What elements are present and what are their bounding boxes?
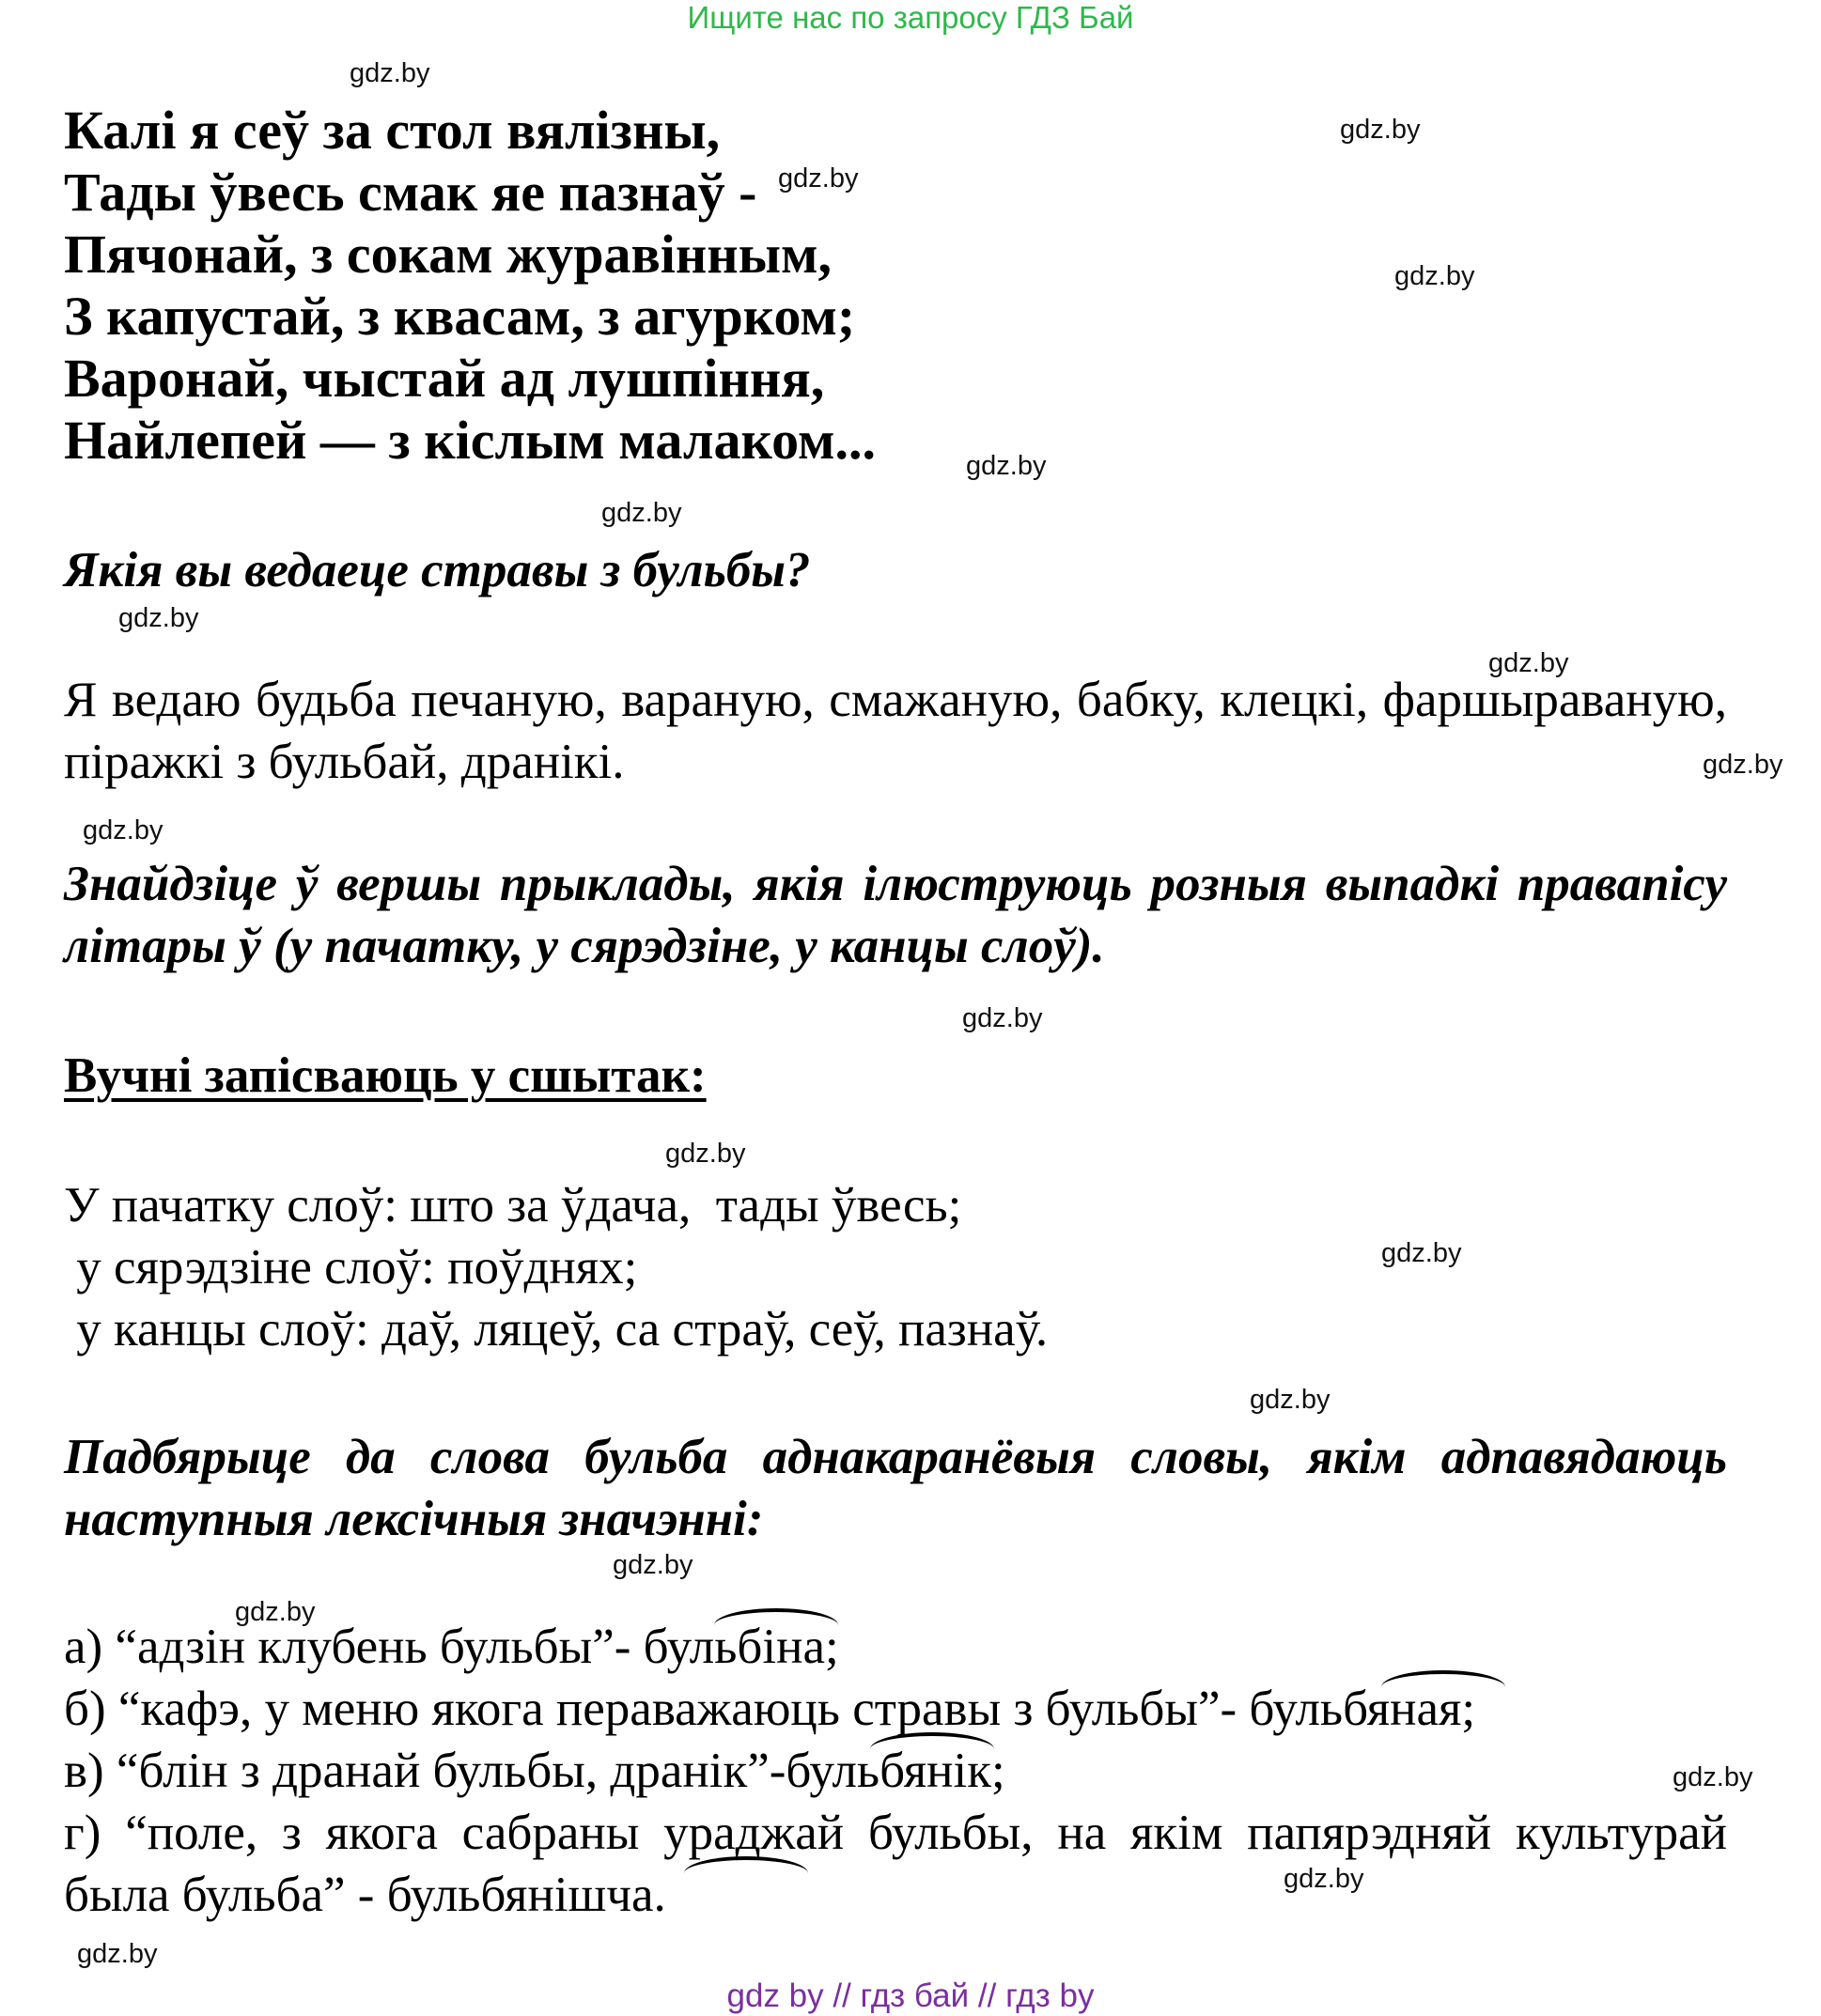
watermark: gdz.by (1703, 750, 1783, 780)
watermark: gdz.by (235, 1597, 316, 1627)
question-letter-u: Знайдзіце ў вершы прыклады, якія ілюструюць розныя выпадкі правапісу літары ў (у пачатку, у сярэдзіне, у канцы слоў). (64, 857, 1727, 973)
item-b: б) “кафэ, у меню якога пераважаюць стравы з бульбы”- бульбяная; (64, 1682, 1476, 1736)
poem-line-6: Найлепей — з кіслым малаком... (64, 410, 877, 471)
poem-line-5: Варонай, чыстай ад лушпіння, (64, 348, 825, 409)
watermark: gdz.by (1250, 1385, 1331, 1415)
watermark: gdz.by (83, 815, 163, 845)
item-v: в) “блін з дранай бульбы, дранік”-бульбянік; (64, 1744, 1005, 1798)
watermark: gdz.by (1381, 1238, 1462, 1268)
watermark: gdz.by (1340, 115, 1421, 145)
watermark: gdz.by (966, 451, 1047, 481)
note-middle: у сярэдзіне слоў: поўднях; (64, 1240, 638, 1295)
watermark: gdz.by (1284, 1864, 1364, 1894)
watermark: gdz.by (962, 1003, 1043, 1033)
watermark: gdz.by (77, 1939, 158, 1969)
note-end: у канцы слоў: даў, ляцеў, са страў, сеў, пазнаў. (64, 1302, 1049, 1357)
note-beginning: У пачатку слоў: што за ўдача, тады ўвесь; (64, 1178, 962, 1233)
watermark: gdz.by (601, 498, 682, 528)
poem-line-3: Пячонай, з сокам журавінным, (64, 224, 833, 285)
question-cognates: Падбярыце да слова бульба аднакаранёвыя словы, якім адпавядаюць наступныя лексічныя значэнні: (64, 1430, 1727, 1546)
root-arc-a (714, 1608, 838, 1625)
watermark: gdz.by (1394, 261, 1475, 291)
top-banner[interactable]: Ищите нас по запросу ГДЗ Бай (687, 0, 1134, 35)
watermark: gdz.by (118, 603, 199, 633)
watermark: gdz.by (778, 163, 859, 194)
watermark: gdz.by (1488, 648, 1569, 678)
root-arc-b (1381, 1670, 1505, 1687)
item-g: г) “поле, з якога сабраны ураджай бульбы, на якім папярэдняй культурай была бульба” - бульбянішча. (64, 1806, 1727, 1922)
footer-links[interactable]: gdz by // гдз бай // гдз by (726, 1977, 1095, 2014)
question-potato-dishes: Якія вы ведаеце стравы з бульбы? (64, 543, 811, 597)
watermark: gdz.by (1673, 1762, 1753, 1792)
poem-line-4: З капустай, з квасам, з агурком; (64, 286, 856, 347)
poem-line-2: Тады ўвесь смак яе пазнаў - (64, 162, 757, 223)
watermark: gdz.by (350, 58, 430, 88)
watermark: gdz.by (665, 1139, 746, 1169)
item-a: а) “адзін клубень бульбы”- бульбіна; (64, 1620, 839, 1674)
notebook-heading: Вучні запісваюць у сшытак: (64, 1048, 707, 1103)
answer-potato-dishes: Я ведаю будьба печаную, вараную, смажаную, бабку, клецкі, фаршыраваную, піражкі з бульбай, дранікі. (64, 673, 1727, 789)
watermark: gdz.by (613, 1550, 693, 1580)
poem-line-1: Калі я сеў за стол вялізны, (64, 100, 721, 161)
